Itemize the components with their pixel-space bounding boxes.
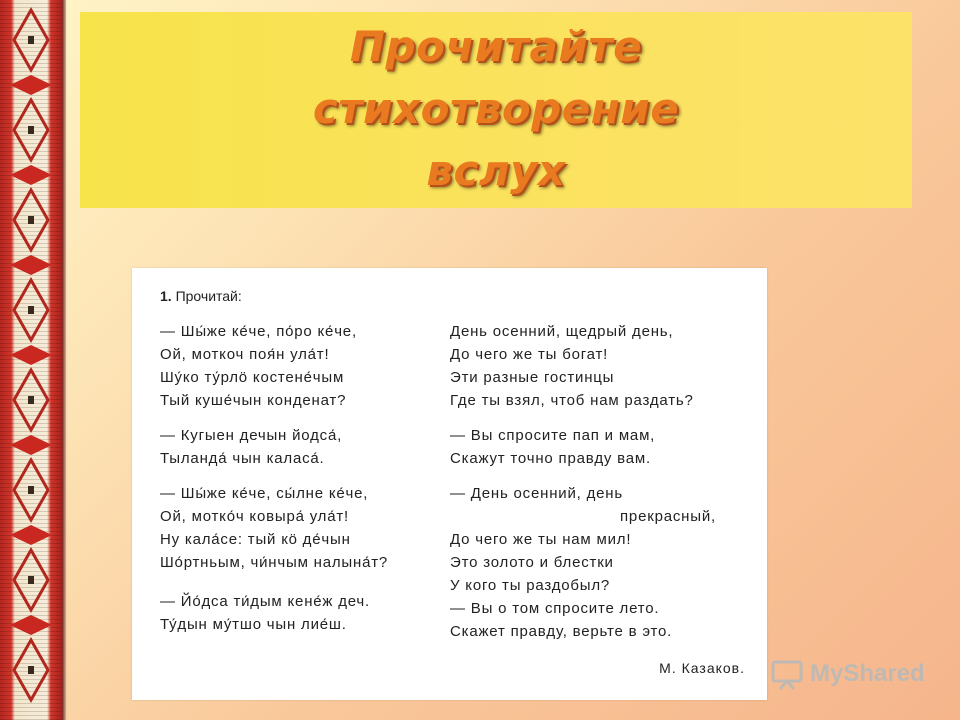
poem-line: До чего же ты богат! [450, 346, 609, 363]
poem-line: Ну кала́се: тый кӧ де́чын [160, 531, 351, 548]
poem-line: Эти разные гостинцы [450, 369, 615, 386]
exercise-number: 1. [160, 288, 172, 304]
watermark [770, 656, 925, 692]
poem-line: Ой, мотко́ч ковыра́ ула́т! [160, 508, 350, 525]
poem-line: Шу́ко ту́рлӧ костене́чым [160, 369, 345, 386]
poem-line: До чего же ты нам мил! [450, 531, 632, 548]
poem-line: Шо́ртньым, чи́нчым налына́т? [160, 554, 389, 571]
title-line: Прочитайте [349, 22, 643, 71]
poem-line: — Кугыен дечын йодса́, [160, 427, 343, 444]
ornament-pattern-icon [8, 0, 54, 720]
poem-line: Скажет правду, верьте в это. [450, 623, 673, 640]
poem-line: Это золото и блестки [450, 554, 614, 571]
textbook-page [132, 268, 767, 700]
poem-left-column [160, 320, 388, 636]
presentation-board-icon [770, 657, 804, 691]
exercise-label: Прочитай: [175, 288, 242, 304]
poem-line: Где ты взял, чтоб нам раздать? [450, 392, 694, 409]
poem-right-column [450, 320, 716, 643]
poem-line: День осенний, щедрый день, [450, 323, 674, 340]
poem-line: — Вы спросите пап и мам, [450, 427, 656, 444]
watermark-text: MyShared [810, 660, 925, 687]
poem-line: прекрасный, [620, 508, 716, 525]
poem-line: Ой, моткоч поя́н ула́т! [160, 346, 330, 363]
poem-line: Ту́дын му́тшо чын лие́ш. [160, 616, 347, 633]
poem-line: — Шы́же ке́че, по́ро ке́че, [160, 323, 357, 340]
poem-line: — День осенний, день [450, 485, 623, 502]
ornamental-band [0, 0, 62, 720]
exercise-heading [160, 288, 242, 304]
poem-line: — Йо́дса ти́дым кене́ж деч. [160, 593, 370, 610]
slide-title [80, 16, 912, 202]
poem-author: М. Казаков. [659, 660, 745, 676]
poem-line: Скажут точно правду вам. [450, 450, 651, 467]
poem-line: Тыланда́ чын каласа́. [160, 450, 325, 467]
poem-line: — Шы́же ке́че, сы́лне ке́че, [160, 485, 369, 502]
title-line: вслух [426, 146, 566, 195]
poem-line: У кого ты раздобыл? [450, 577, 611, 594]
ornamental-band-edge [62, 0, 66, 720]
title-line: стихотворение [312, 84, 680, 133]
poem-line: Тый куше́чын конденат? [160, 392, 347, 409]
poem-line: — Вы о том спросите лето. [450, 600, 660, 617]
